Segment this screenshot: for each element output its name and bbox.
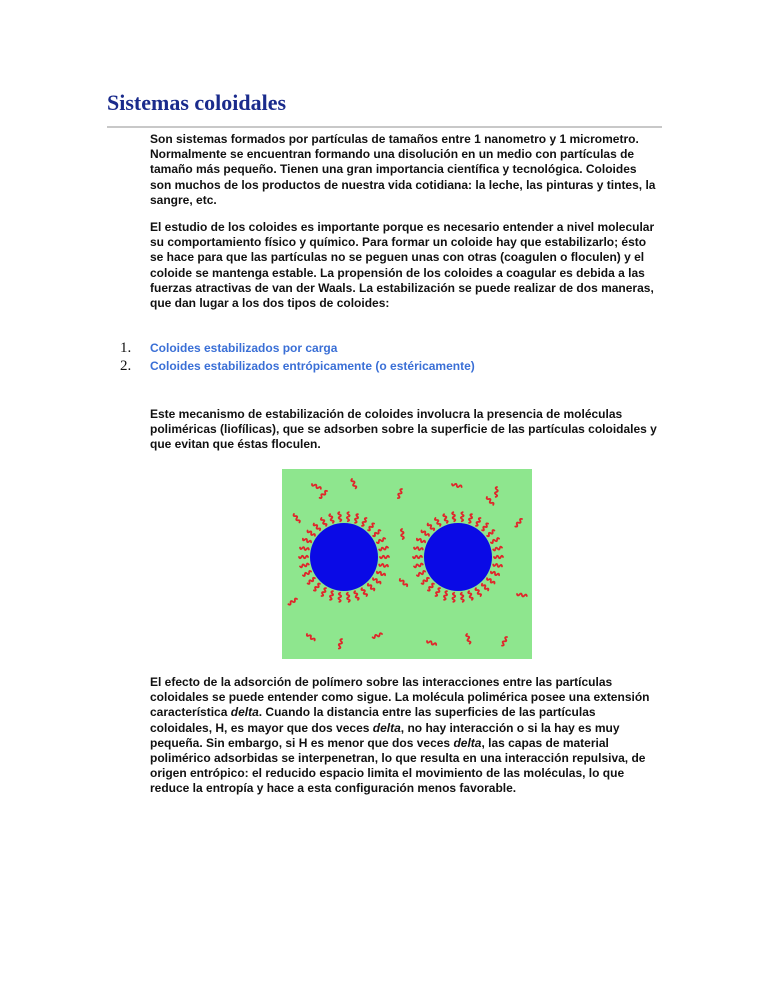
text-segment: . Cuando la distancia entre las superficies de las partículas coloidales, H, es mayor que dos veces [150, 705, 596, 735]
list-item [120, 358, 475, 376]
colloid-particle-left [310, 523, 378, 591]
delta-term: delta [230, 705, 259, 720]
delta-term: delta [372, 720, 401, 735]
page-title: Sistemas coloidales [107, 90, 287, 115]
entropic-stabilized-link[interactable]: Coloides estabilizados entrópicamente (o estéricamente) [150, 359, 475, 373]
colloid-particle-right [424, 523, 492, 591]
text-segment: , no hay interacción o si la hay es muy pequeña. Sin embargo, si H es menor que dos veces [150, 720, 620, 750]
list-number: 1. [120, 340, 132, 356]
mechanism-paragraph: Este mecanismo de estabilización de coloides involucra la presencia de moléculas poliméricas (liofílicas), que se adsorben sobre la superficie de las partículas coloidales y que evitan que éstas floculen. [150, 407, 657, 452]
colloid-types-list [120, 340, 475, 376]
steric-stabilization-figure [282, 469, 532, 659]
title-divider [107, 126, 662, 128]
intro-paragraph: Son sistemas formados por partículas de tamaños entre 1 nanometro y 1 micrometro. Normalmente se encuentran formando una disolución en un medio con partículas de tamaño más pequeño. Tienen una gran importancia científica y tecnológica. Coloides son muchos de los productos de nuestra vida cotidiana: la leche, las pinturas y tintes, la sangre, etc. [150, 132, 656, 207]
list-item [120, 340, 475, 358]
study-paragraph: El estudio de los coloides es importante porque es necesario entender a nivel molecular su comportamiento físico y químico. Para formar un coloide hay que estabilizarlo; ésto se hace para que las partículas no se peguen unas con otras (coagulen o floculen) y el coloide se mantenga estable. La propensión de los coloides a coagular es debida a las fuerzas atractivas de van der Waals. La estabilización se puede realizar de dos maneras, que dan lugar a los dos tipos de coloides: [150, 220, 655, 311]
delta-term: delta [453, 735, 482, 750]
list-number: 2. [120, 358, 132, 374]
text-segment: , las capas de material polimérico adsorbidas se interpenetran, lo que resulta en una interacción repulsiva, de origen entrópico: el reducido espacio limita el movimiento de las moléculas, lo que reduce la entropía y hace a esta configuración menos favorable. [150, 735, 646, 796]
adsorption-effect-paragraph [150, 675, 660, 797]
text-segment: El efecto de la adsorción de polímero sobre las interacciones entre las partículas coloidales se puede entender como sigue. La molécula polimérica posee una extensión característica [150, 675, 650, 720]
charge-stabilized-link[interactable]: Coloides estabilizados por carga [150, 341, 338, 355]
